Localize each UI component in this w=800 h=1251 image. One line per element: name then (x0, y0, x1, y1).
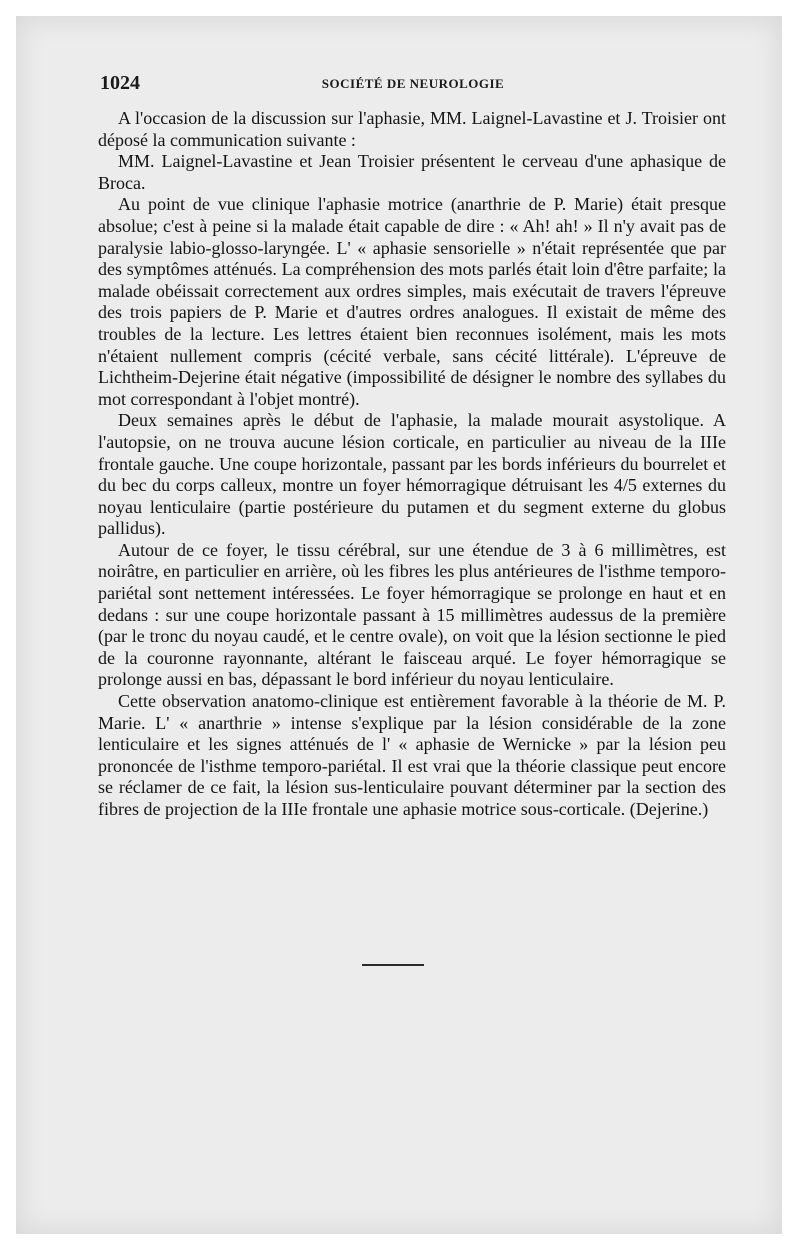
paragraph-presentation: MM. Laignel-Lavastine et Jean Troisier présentent le cerveau d'une aphasique de Broca. (98, 151, 726, 193)
running-title: SOCIÉTÉ DE NEUROLOGIE (321, 76, 505, 91)
article-body (98, 108, 726, 821)
paragraph-autopsy: Deux semaines après le début de l'aphasie, la malade mourait asystolique. A l'autopsie, on ne trouva aucune lésion corticale, en particulier au niveau de la IIIe frontale gauche. Une coupe horizontale, passant par les bords inférieurs du bourrelet et du bec du corps calleux, montre un foyer hémorragique détruisant les 4/5 externes du noyau lenticulaire (partie postérieure du putamen et du segment externe du globus pallidus). (98, 410, 726, 539)
paragraph-clinical: Au point de vue clinique l'aphasie motrice (anarthrie de P. Marie) était presque absolue; c'est à peine si la malade était capable de dire : « Ah! ah! » Il n'y avait pas de paralysie labio-glosso-laryngée. L' « aphasie sensorielle » n'était représentée que par des symptômes atténués. La compréhension des mots parlés était loin d'être parfaite; la malade obéissait correctement aux ordres simples, mais exécutait de travers l'épreuve des trois papiers de P. Marie et d'autres ordres analogues. Il existait de même des troubles de la lecture. Les lettres étaient bien reconnues isolément, mais les mots n'étaient nullement compris (cécité verbale, sans cécité littérale). L'épreuve de Lichtheim-Dejerine était négative (impossibilité de désigner le nombre des syllabes du mot correspondant à l'objet montré). (98, 194, 726, 409)
page-header (100, 72, 726, 96)
paragraph-intro: A l'occasion de la discussion sur l'aphasie, MM. Laignel-Lavastine et J. Troisier ont déposé la communication suivante : (98, 108, 726, 150)
page-number: 1024 (100, 72, 140, 94)
paragraph-conclusion: Cette observation anatomo-clinique est entièrement favorable à la théorie de M. P. Marie. L' « anarthrie » intense s'explique par la lésion considérable de la zone lenticulaire et les signes atténués de l' « aphasie de Wernicke » par la lésion peu prononcée de l'isthme temporo-pariétal. Il est vrai que la théorie classique peut encore se réclamer de ce fait, la lésion sus-lenticulaire pouvant déterminer par la section des fibres de projection de la IIIe frontale une aphasie motrice sous-corticale. (Dejerine.) (98, 691, 726, 819)
end-divider (362, 964, 424, 966)
paragraph-lesion-extent: Autour de ce foyer, le tissu cérébral, sur une étendue de 3 à 6 millimètres, est noirâtre, en particulier en arrière, où les fibres les plus antérieures de l'isthme temporo-pariétal sont nettement intéressées. Le foyer hémorragique se prolonge en haut et en dedans : sur une coupe horizontale passant à 15 millimètres audessus de la première (par le tronc du noyau caudé, et le centre ovale), on voit que la lésion sectionne le pied de la couronne rayonnante, altérant le faisceau arqué. Le foyer hémorragique se prolonge aussi en bas, dépassant le bord inférieur du noyau lenticulaire. (98, 539, 726, 690)
